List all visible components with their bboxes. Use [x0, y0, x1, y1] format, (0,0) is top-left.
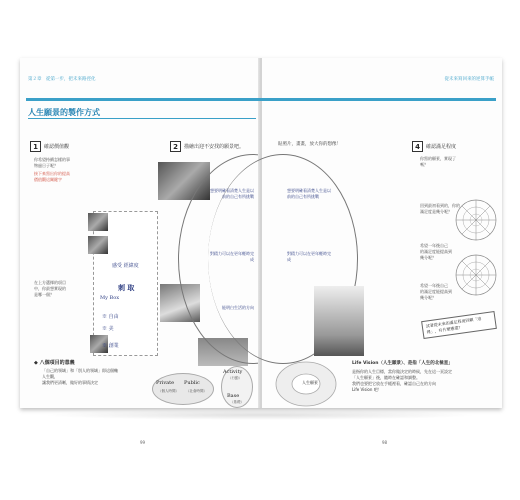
right-circle-text-1: 想要明確看清楚人生是以前的自己有所挑戰 — [287, 188, 331, 199]
photo-portrait — [314, 286, 364, 356]
right-page-number: 98 — [382, 440, 388, 445]
base-sub: （基礎） — [230, 400, 244, 404]
step-2-number: 2 — [170, 141, 181, 152]
scribble-4: ※ 美 — [102, 326, 114, 332]
circle-text-mid: 對精力可以在更年輕時完成 — [210, 251, 254, 262]
base-label: Base — [227, 393, 240, 399]
circle-text-bot: 能明白生活的方向 — [222, 305, 254, 310]
photo-small-2 — [88, 236, 108, 254]
section-rule — [28, 118, 256, 119]
header-rule — [26, 98, 496, 101]
step-4-question-1: 你寫的願景，實現了 嗎？ — [420, 156, 456, 167]
step-4-question-2: 回到最初看到的，你的 滿足度是幾分呢？ — [420, 203, 460, 214]
radar-chart-1 — [454, 198, 498, 242]
left-running-header: 第２章 從第一步，把未來路徑化 — [28, 77, 96, 82]
photo-small-1 — [88, 213, 108, 231]
speech-bubble: 試著從未來的滿足程度回顧「這裡」，有什麼應盡？ — [421, 311, 497, 339]
scribble-5: ※ 創業 — [102, 343, 119, 349]
step-3-intro: 貼照片，畫畫，放大你的想像！ — [278, 142, 341, 147]
step-4-number: 4 — [412, 141, 423, 152]
right-running-header: 從未來寫回來的逆算手帳 — [444, 77, 494, 82]
right-page — [262, 58, 502, 445]
circle-text-top: 想要明確看清楚人生是以前的自己有所挑戰 — [210, 188, 254, 199]
private-label: Private — [156, 380, 175, 386]
book-spread — [20, 58, 502, 445]
left-page-number: 99 — [140, 440, 146, 445]
step-1 — [30, 141, 69, 152]
activity-label: Activity — [223, 369, 243, 375]
step-1-number: 1 — [30, 141, 41, 152]
right-circle-text-2: 對精力可以在更年輕時完成 — [287, 251, 331, 262]
body-text: 是指你的人生目標，當你做決定的時候，先在這一頁設定 「人生願景」後，隨時在確認和調整。 我們也要把它放在手帳裡看，確認自己在的方向 Life Vision 吧！ — [352, 369, 452, 392]
book-shadow — [40, 410, 480, 420]
scribble-3: ※ 自由 — [102, 314, 119, 320]
step-1-question-2: 在上方選擇的項目 中，你最想實現的 是哪一個？ — [34, 280, 66, 297]
public-label: Public — [184, 380, 200, 386]
step-4-label: 確認滿足程度 — [426, 144, 457, 150]
step-2-label: 描繪出迎不安找的願景吧。 — [184, 144, 245, 150]
radar-chart-2 — [454, 253, 498, 297]
step-1-label: 確認價值觀 — [44, 144, 70, 150]
mybox-label: My Box — [100, 295, 120, 301]
section-title: 人生願景的製作方式 — [28, 108, 100, 117]
step-4 — [412, 141, 456, 152]
vision-label: 人生願景 — [302, 380, 318, 385]
scribble-1: 感受 經緯度 — [112, 263, 139, 269]
step-1-instruction: 接下來寫出你的提高 價值觀這關鍵字 — [34, 171, 70, 182]
step-1-question: 你希望持續怎樣的事 物過日子呢？ — [34, 157, 70, 168]
bullet-body: 「自己的領域」和「別人的領域」即這個軸 人生觀， 讓我們更清晰，做好的事情決定 — [42, 368, 118, 385]
body-title: Life Vision（人生願景）、是指「人生的北極星」 — [352, 361, 453, 366]
step-2 — [170, 141, 244, 152]
activity-sub: （行動） — [228, 376, 242, 380]
public-sub: （社會時間） — [186, 389, 207, 393]
step-4-question-3: 希望一年後自己 的滿足度能提高到 幾分呢？ — [420, 243, 452, 260]
private-sub: （個人時間） — [158, 389, 179, 393]
scribble-2: 刺 取 — [118, 283, 135, 292]
step-4-question-4: 希望一年後自己 的滿足度能提高到 幾分呢？ — [420, 283, 452, 300]
bullet-title: ◆ 八個項目的意義 — [34, 360, 75, 366]
diamond-icon: ◆ — [34, 360, 38, 366]
